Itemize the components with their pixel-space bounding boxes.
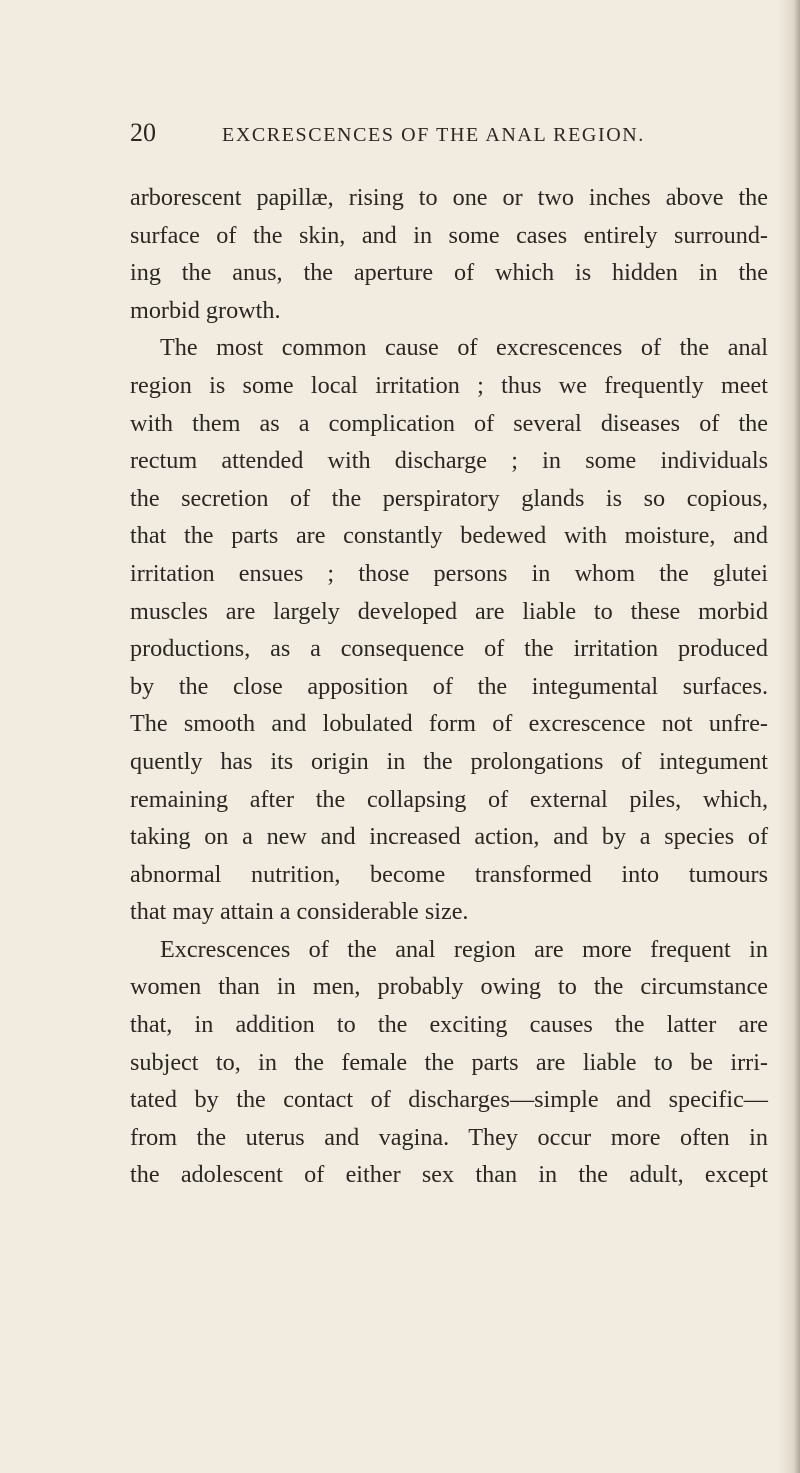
- text-line: taking on a new and increased action, and by a species of: [130, 823, 768, 851]
- text-line: that the parts are constantly bedewed with moisture, and: [130, 522, 768, 550]
- text-line: region is some local irritation ; thus we frequently meet: [130, 371, 768, 399]
- page-number: 20: [130, 118, 156, 147]
- text-line: The smooth and lobulated form of excrescence not unfre-: [130, 710, 768, 738]
- text-line: the secretion of the perspiratory glands is so copious,: [130, 484, 768, 512]
- page-edge-shadow: [778, 0, 800, 1473]
- text-line: remaining after the collapsing of external piles, which,: [130, 785, 768, 813]
- text-line: productions, as a consequence of the irritation produced: [130, 635, 768, 663]
- text-line: that may attain a considerable size.: [130, 898, 469, 926]
- text-line: with them as a complication of several diseases of the: [130, 409, 768, 437]
- text-line: ing the anus, the aperture of which is hidden in the: [130, 259, 768, 287]
- text-line: women than in men, probably owing to the circumstance: [130, 973, 768, 1001]
- text-line: the adolescent of either sex than in the adult, except: [130, 1161, 768, 1189]
- text-line: surface of the skin, and in some cases entirely surround-: [130, 221, 768, 249]
- text-line: The most common cause of excrescences of the anal: [160, 334, 768, 362]
- text-line: rectum attended with discharge ; in some individuals: [130, 447, 768, 475]
- text-line: from the uterus and vagina. They occur more often in: [130, 1123, 768, 1151]
- text-line: by the close apposition of the integumental surfaces.: [130, 672, 768, 700]
- text-line: arborescent papillæ, rising to one or two inches above the: [130, 184, 768, 211]
- text-line: abnormal nutrition, become transformed into tumours: [130, 860, 768, 888]
- text-line: subject to, in the female the parts are liable to be irri-: [130, 1048, 768, 1076]
- body-text: [130, 179, 768, 1194]
- text-line: morbid growth.: [130, 296, 281, 324]
- text-line: quently has its origin in the prolongations of integument: [130, 747, 768, 775]
- running-head: EXCRESCENCES OF THE ANAL REGION.: [222, 124, 645, 146]
- text-line: muscles are largely developed are liable to these morbid: [130, 597, 768, 625]
- text-line: Excrescences of the anal region are more frequent in: [160, 935, 768, 963]
- text-line: tated by the contact of discharges—simple and specific—: [130, 1086, 768, 1114]
- text-line: that, in addition to the exciting causes the latter are: [130, 1011, 768, 1039]
- text-line: irritation ensues ; those persons in whom the glutei: [130, 559, 768, 587]
- page-header: [130, 118, 770, 158]
